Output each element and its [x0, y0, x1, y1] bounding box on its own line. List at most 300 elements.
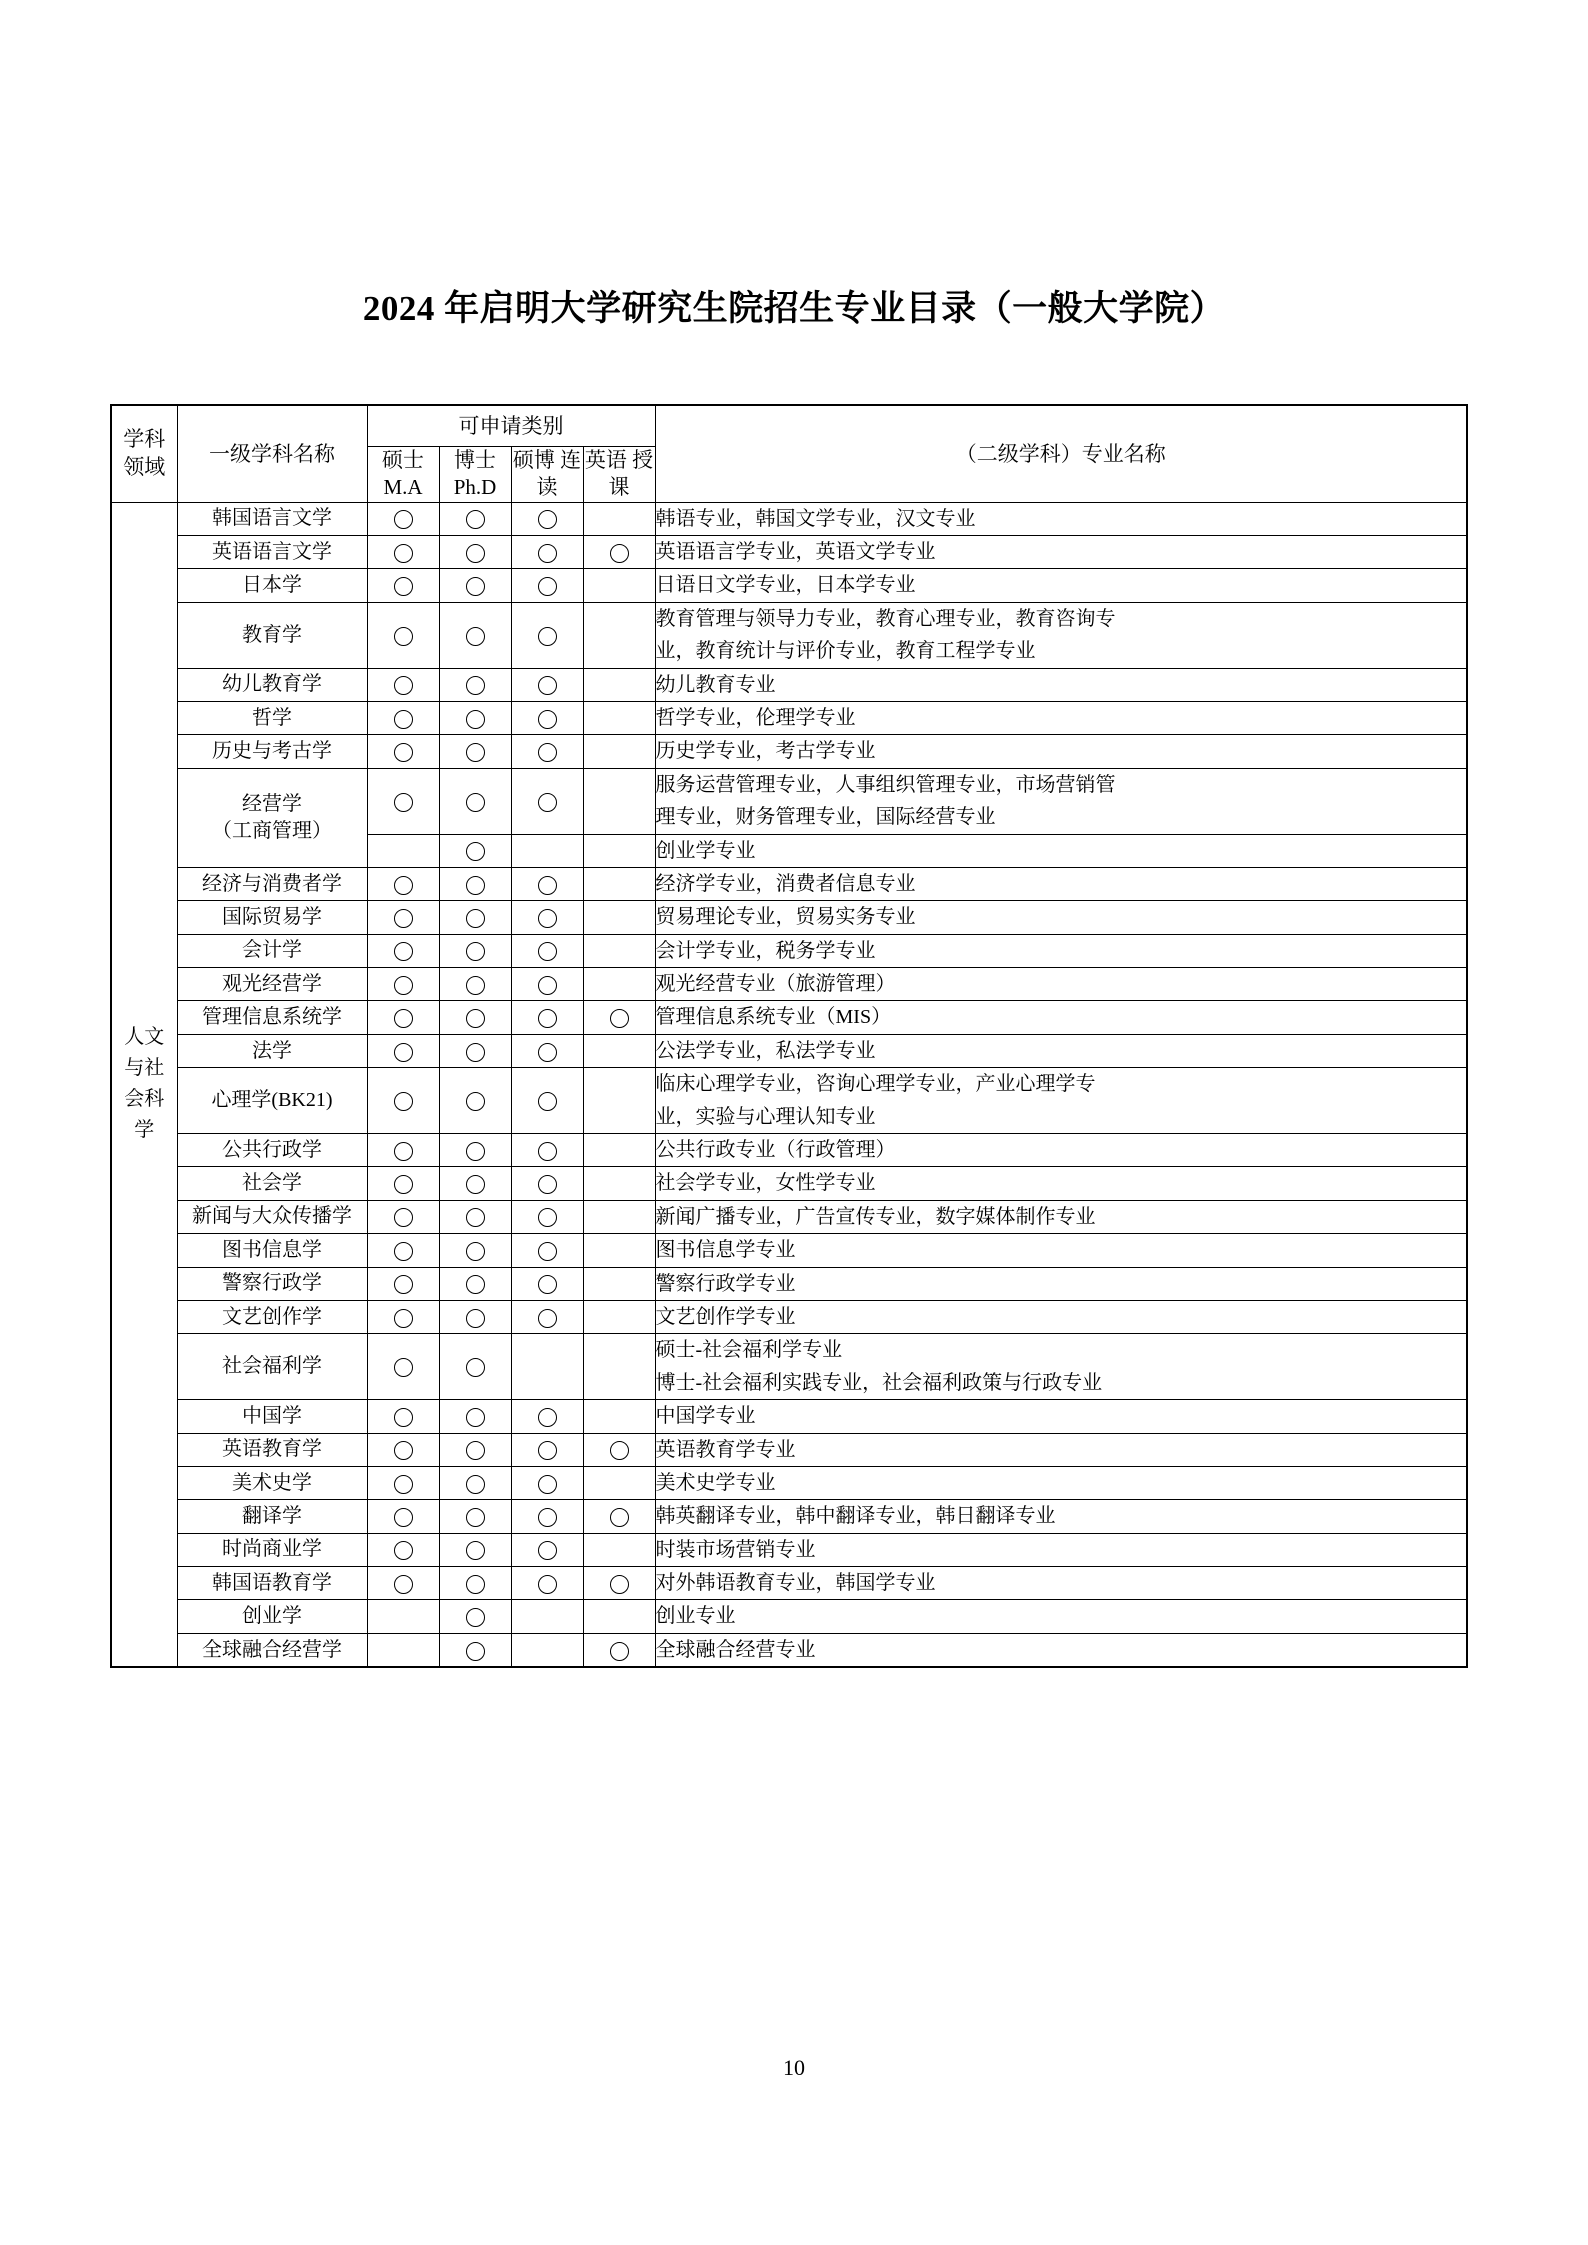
circle-mark-icon: [466, 1092, 485, 1111]
subdiscipline-line: 会计学专业，税务学专业: [655, 939, 876, 962]
circle-mark-icon: [538, 1541, 557, 1560]
circle-mark-icon: [394, 1092, 413, 1111]
phd-mark-cell: [439, 602, 511, 668]
table-row: [111, 1167, 1467, 1200]
subdiscipline-line: 贸易理论专业，贸易实务专业: [655, 906, 916, 929]
circle-mark-icon: [466, 1275, 485, 1294]
subdiscipline-line: 时装市场营销专业: [655, 1538, 816, 1561]
subdiscipline-cell: [655, 602, 1467, 668]
combined-mark-cell: [511, 1433, 583, 1466]
table-row: [111, 535, 1467, 568]
major-name-cell: [177, 569, 367, 602]
english-mark-cell: [583, 535, 655, 568]
phd-mark-cell: [439, 768, 511, 834]
major-name: 日本学: [242, 574, 302, 597]
circle-mark-icon: [394, 710, 413, 729]
subdiscipline-line: 公法学专业，私法学专业: [655, 1039, 876, 1062]
subdiscipline-cell: [655, 1567, 1467, 1600]
ma-mark-cell: [367, 1234, 439, 1267]
table-body: [111, 502, 1467, 1667]
table-row: [111, 867, 1467, 900]
english-mark-cell: [583, 1300, 655, 1333]
circle-mark-icon: [610, 1009, 629, 1028]
major-name-cell: [177, 768, 367, 867]
phd-mark-cell: [439, 1334, 511, 1400]
ma-mark-cell: [367, 1300, 439, 1333]
circle-mark-icon: [466, 510, 485, 529]
major-name-cell: [177, 1300, 367, 1333]
table-row: [111, 1633, 1467, 1667]
subdiscipline-cell: [655, 1600, 1467, 1633]
major-name-cell: [177, 1400, 367, 1433]
subdiscipline-cell: [655, 668, 1467, 701]
combined-mark-cell: [511, 968, 583, 1001]
table-row: [111, 1334, 1467, 1400]
circle-mark-icon: [466, 876, 485, 895]
major-name: 英语语言文学: [212, 540, 332, 563]
circle-mark-icon: [538, 1309, 557, 1328]
major-name-cell: [177, 1633, 367, 1667]
major-name: 法学: [252, 1039, 292, 1062]
circle-mark-icon: [466, 577, 485, 596]
page-title: 2024 年启明大学研究生院招生专业目录（一般大学院）: [362, 289, 1226, 328]
ma-mark-cell: [367, 668, 439, 701]
ma-mark-cell: [367, 1200, 439, 1233]
combined-mark-cell: [511, 768, 583, 834]
circle-mark-icon: [394, 676, 413, 695]
table-row: [111, 901, 1467, 934]
major-name-cell: [177, 1500, 367, 1533]
table-row: [111, 1600, 1467, 1633]
circle-mark-icon: [466, 1043, 485, 1062]
english-mark-cell: [583, 1466, 655, 1499]
english-mark-cell: [583, 1234, 655, 1267]
circle-mark-icon: [538, 627, 557, 646]
circle-mark-icon: [466, 1358, 485, 1377]
circle-mark-icon: [466, 1608, 485, 1627]
subdiscipline-line: 临床心理学专业，咨询心理学专业，产业心理学专: [655, 1073, 1096, 1096]
major-name-cell: [177, 535, 367, 568]
major-name: 韩国语教育学: [212, 1571, 332, 1594]
column-header-phd: [439, 447, 511, 503]
circle-mark-icon: [538, 909, 557, 928]
column-header-english: [583, 447, 655, 503]
circle-mark-icon: [538, 1242, 557, 1261]
circle-mark-icon: [538, 1175, 557, 1194]
table-row: [111, 1533, 1467, 1566]
combined-mark-cell: [511, 1400, 583, 1433]
phd-mark-cell: [439, 535, 511, 568]
subdiscipline-line: 硕士-社会福利学专业: [655, 1339, 843, 1362]
circle-mark-icon: [394, 1009, 413, 1028]
circle-mark-icon: [394, 1275, 413, 1294]
subdiscipline-cell: [655, 768, 1467, 834]
subdiscipline-cell: [655, 1234, 1467, 1267]
major-name: 经营学: [242, 792, 302, 815]
column-header-english-line1: 英语: [584, 448, 627, 472]
circle-mark-icon: [394, 627, 413, 646]
major-name-cell: [177, 968, 367, 1001]
circle-mark-icon: [538, 976, 557, 995]
combined-mark-cell: [511, 1300, 583, 1333]
english-mark-cell: [583, 668, 655, 701]
circle-mark-icon: [610, 1441, 629, 1460]
major-name-cell: [177, 1200, 367, 1233]
major-name: 观光经营学: [222, 972, 322, 995]
combined-mark-cell: [511, 602, 583, 668]
column-header-major: 一级学科名称: [177, 405, 367, 502]
circle-mark-icon: [394, 743, 413, 762]
subdiscipline-cell: [655, 1433, 1467, 1466]
major-name: 教育学: [242, 623, 302, 646]
major-name-cell: [177, 901, 367, 934]
circle-mark-icon: [466, 1309, 485, 1328]
circle-mark-icon: [610, 1575, 629, 1594]
circle-mark-icon: [394, 1441, 413, 1460]
circle-mark-icon: [466, 842, 485, 861]
circle-mark-icon: [394, 1175, 413, 1194]
major-name: 新闻与大众传播学: [192, 1205, 352, 1228]
column-header-field: [111, 405, 177, 502]
english-mark-cell: [583, 1167, 655, 1200]
field-label-line: 学: [134, 1119, 155, 1142]
circle-mark-icon: [394, 1142, 413, 1161]
combined-mark-cell: [511, 1533, 583, 1566]
major-name: 社会学: [242, 1172, 302, 1195]
column-header-combined-line2: 连读: [536, 448, 582, 500]
circle-mark-icon: [394, 544, 413, 563]
subdiscipline-cell: [655, 834, 1467, 867]
major-name: 会计学: [242, 939, 302, 962]
major-name: 韩国语言文学: [212, 507, 332, 530]
circle-mark-icon: [538, 1508, 557, 1527]
major-name-cell: [177, 1433, 367, 1466]
subdiscipline-cell: [655, 1134, 1467, 1167]
phd-mark-cell: [439, 834, 511, 867]
major-name-cell: [177, 701, 367, 734]
phd-mark-cell: [439, 1200, 511, 1233]
ma-mark-cell: [367, 1068, 439, 1134]
subdiscipline-cell: [655, 1633, 1467, 1667]
column-header-category-group: 可申请类别: [367, 405, 655, 447]
major-name-cell: [177, 1134, 367, 1167]
major-name-cell: [177, 1167, 367, 1200]
phd-mark-cell: [439, 1567, 511, 1600]
subdiscipline-line: 观光经营专业（旅游管理）: [655, 973, 896, 996]
circle-mark-icon: [538, 1009, 557, 1028]
major-name-cell: [177, 1567, 367, 1600]
major-name: 历史与考古学: [212, 740, 332, 763]
table-row: [111, 602, 1467, 668]
english-mark-cell: [583, 1500, 655, 1533]
table-row: [111, 502, 1467, 535]
combined-mark-cell: [511, 1200, 583, 1233]
circle-mark-icon: [610, 1508, 629, 1527]
subdiscipline-line: 理专业，财务管理专业，国际经营专业: [655, 806, 996, 829]
circle-mark-icon: [538, 1475, 557, 1494]
subdiscipline-cell: [655, 535, 1467, 568]
major-name: 文艺创作学: [222, 1305, 322, 1328]
combined-mark-cell: [511, 867, 583, 900]
major-name-cell: [177, 1533, 367, 1566]
circle-mark-icon: [466, 627, 485, 646]
circle-mark-icon: [394, 1242, 413, 1261]
circle-mark-icon: [538, 1575, 557, 1594]
subdiscipline-line: 经济学专业，消费者信息专业: [655, 872, 916, 895]
subdiscipline-line: 哲学专业，伦理学专业: [655, 706, 856, 729]
major-name-cell: [177, 602, 367, 668]
phd-mark-cell: [439, 735, 511, 768]
phd-mark-cell: [439, 1633, 511, 1667]
major-name: 创业学: [242, 1605, 302, 1628]
table-row: [111, 1267, 1467, 1300]
major-name: 全球融合经营学: [202, 1638, 342, 1661]
subdiscipline-cell: [655, 701, 1467, 734]
circle-mark-icon: [466, 909, 485, 928]
column-header-ma: [367, 447, 439, 503]
phd-mark-cell: [439, 1001, 511, 1034]
circle-mark-icon: [394, 876, 413, 895]
column-header-english-line2: 授课: [608, 448, 654, 500]
combined-mark-cell: [511, 1600, 583, 1633]
ma-mark-cell: [367, 1034, 439, 1067]
english-mark-cell: [583, 735, 655, 768]
english-mark-cell: [583, 1334, 655, 1400]
subdiscipline-cell: [655, 735, 1467, 768]
phd-mark-cell: [439, 1068, 511, 1134]
subdiscipline-line: 服务运营管理专业，人事组织管理专业，市场营销管: [655, 773, 1116, 796]
circle-mark-icon: [538, 710, 557, 729]
major-name: 中国学: [242, 1404, 302, 1427]
english-mark-cell: [583, 901, 655, 934]
major-name-cell: [177, 735, 367, 768]
major-name: 国际贸易学: [222, 905, 322, 928]
phd-mark-cell: [439, 1433, 511, 1466]
table-row: [111, 1234, 1467, 1267]
major-name: 美术史学: [232, 1471, 312, 1494]
circle-mark-icon: [466, 676, 485, 695]
major-name-cell: [177, 1234, 367, 1267]
english-mark-cell: [583, 768, 655, 834]
combined-mark-cell: [511, 668, 583, 701]
major-name-cell: [177, 1267, 367, 1300]
phd-mark-cell: [439, 1466, 511, 1499]
circle-mark-icon: [394, 1309, 413, 1328]
phd-mark-cell: [439, 1134, 511, 1167]
admissions-catalog-table: [110, 404, 1468, 1668]
circle-mark-icon: [394, 1208, 413, 1227]
subdiscipline-line: 管理信息系统专业（MIS）: [655, 1006, 892, 1029]
phd-mark-cell: [439, 1034, 511, 1067]
field-label-line: 人文: [124, 1026, 165, 1049]
admissions-catalog-table-wrapper: [110, 404, 1466, 1668]
column-header-combined-line1: 硕博: [512, 448, 555, 472]
page-number: 10: [783, 2055, 805, 2080]
subdiscipline-line: 业，教育统计与评价专业，教育工程学专业: [655, 640, 1036, 663]
circle-mark-icon: [394, 1408, 413, 1427]
subdiscipline-cell: [655, 867, 1467, 900]
major-name-cell: [177, 1334, 367, 1400]
subdiscipline-line: 图书信息学专业: [655, 1239, 796, 1262]
table-row: [111, 1400, 1467, 1433]
subdiscipline-cell: [655, 1167, 1467, 1200]
circle-mark-icon: [466, 1242, 485, 1261]
circle-mark-icon: [538, 1275, 557, 1294]
circle-mark-icon: [538, 1408, 557, 1427]
major-name: 翻译学: [242, 1505, 302, 1527]
subdiscipline-cell: [655, 1466, 1467, 1499]
table-row: [111, 735, 1467, 768]
ma-mark-cell: [367, 602, 439, 668]
subdiscipline-line: 英语语言学专业，英语文学专业: [655, 540, 936, 563]
english-mark-cell: [583, 1200, 655, 1233]
circle-mark-icon: [394, 1043, 413, 1062]
combined-mark-cell: [511, 901, 583, 934]
table-row: [111, 1068, 1467, 1134]
column-header-combined: [511, 447, 583, 503]
circle-mark-icon: [466, 1475, 485, 1494]
phd-mark-cell: [439, 1267, 511, 1300]
major-name-cell: [177, 668, 367, 701]
subdiscipline-line: 韩语专业，韩国文学专业，汉文专业: [655, 507, 976, 530]
circle-mark-icon: [466, 1408, 485, 1427]
major-name: 英语教育学: [222, 1438, 322, 1461]
subdiscipline-line: 文艺创作学专业: [655, 1305, 796, 1328]
circle-mark-icon: [538, 1208, 557, 1227]
subdiscipline-line: 英语教育学专业: [655, 1438, 796, 1461]
circle-mark-icon: [538, 510, 557, 529]
circle-mark-icon: [538, 1043, 557, 1062]
combined-mark-cell: [511, 1167, 583, 1200]
circle-mark-icon: [394, 1541, 413, 1560]
major-name-cell: [177, 1600, 367, 1633]
subdiscipline-cell: [655, 934, 1467, 967]
phd-mark-cell: [439, 1500, 511, 1533]
major-name: 哲学: [252, 706, 292, 729]
combined-mark-cell: [511, 834, 583, 867]
circle-mark-icon: [466, 1508, 485, 1527]
column-header-field-line1: 学科: [123, 427, 166, 452]
major-name: 公共行政学: [222, 1138, 322, 1161]
circle-mark-icon: [466, 942, 485, 961]
circle-mark-icon: [466, 1009, 485, 1028]
ma-mark-cell: [367, 1533, 439, 1566]
ma-mark-cell: [367, 1134, 439, 1167]
phd-mark-cell: [439, 1600, 511, 1633]
circle-mark-icon: [538, 544, 557, 563]
ma-mark-cell: [367, 834, 439, 867]
subdiscipline-line: 幼儿教育专业: [655, 673, 776, 696]
column-header-subdiscipline: （二级学科）专业名称: [655, 405, 1467, 502]
circle-mark-icon: [538, 577, 557, 596]
circle-mark-icon: [538, 743, 557, 762]
field-label-cell: [111, 502, 177, 1667]
ma-mark-cell: [367, 901, 439, 934]
major-name: 幼儿教育学: [222, 673, 322, 696]
table-header-row-1: [111, 405, 1467, 447]
subdiscipline-cell: [655, 1533, 1467, 1566]
ma-mark-cell: [367, 1167, 439, 1200]
major-name-cell: [177, 1068, 367, 1134]
column-header-ma-line2: M.A: [383, 475, 423, 500]
circle-mark-icon: [538, 942, 557, 961]
column-header-ma-line1: 硕士: [382, 448, 424, 472]
subdiscipline-line: 社会学专业，女性学专业: [655, 1172, 876, 1195]
english-mark-cell: [583, 1633, 655, 1667]
english-mark-cell: [583, 1400, 655, 1433]
circle-mark-icon: [538, 676, 557, 695]
ma-mark-cell: [367, 1400, 439, 1433]
phd-mark-cell: [439, 901, 511, 934]
major-name: 图书信息学: [222, 1238, 322, 1261]
subdiscipline-cell: [655, 1200, 1467, 1233]
column-header-phd-line2: Ph.D: [453, 475, 497, 500]
circle-mark-icon: [394, 510, 413, 529]
column-header-phd-line1: 博士: [454, 448, 496, 472]
table-row: [111, 1300, 1467, 1333]
combined-mark-cell: [511, 701, 583, 734]
combined-mark-cell: [511, 1134, 583, 1167]
circle-mark-icon: [466, 976, 485, 995]
combined-mark-cell: [511, 535, 583, 568]
table-row: [111, 1200, 1467, 1233]
combined-mark-cell: [511, 735, 583, 768]
subdiscipline-cell: [655, 1300, 1467, 1333]
english-mark-cell: [583, 701, 655, 734]
circle-mark-icon: [466, 1575, 485, 1594]
circle-mark-icon: [538, 876, 557, 895]
circle-mark-icon: [466, 1642, 485, 1661]
major-name: 警察行政学: [222, 1272, 322, 1295]
circle-mark-icon: [538, 1441, 557, 1460]
table-row: [111, 968, 1467, 1001]
major-name-cell: [177, 1466, 367, 1499]
ma-mark-cell: [367, 735, 439, 768]
phd-mark-cell: [439, 569, 511, 602]
ma-mark-cell: [367, 535, 439, 568]
combined-mark-cell: [511, 1466, 583, 1499]
subdiscipline-line: 创业学专业: [655, 839, 756, 862]
circle-mark-icon: [394, 976, 413, 995]
subdiscipline-line: 教育管理与领导力专业，教育心理专业，教育咨询专: [655, 607, 1116, 630]
table-row: [111, 1466, 1467, 1499]
subdiscipline-cell: [655, 1334, 1467, 1400]
circle-mark-icon: [394, 942, 413, 961]
phd-mark-cell: [439, 1400, 511, 1433]
ma-mark-cell: [367, 1466, 439, 1499]
subdiscipline-line: 中国学专业: [655, 1405, 756, 1428]
phd-mark-cell: [439, 502, 511, 535]
english-mark-cell: [583, 834, 655, 867]
circle-mark-icon: [394, 1575, 413, 1594]
table-header: [111, 405, 1467, 502]
major-name: 心理学(BK21): [211, 1089, 333, 1112]
subdiscipline-cell: [655, 1068, 1467, 1134]
circle-mark-icon: [466, 743, 485, 762]
circle-mark-icon: [394, 1358, 413, 1377]
table-row: [111, 1134, 1467, 1167]
english-mark-cell: [583, 569, 655, 602]
subdiscipline-line: 全球融合经营专业: [655, 1638, 816, 1661]
phd-mark-cell: [439, 1300, 511, 1333]
circle-mark-icon: [394, 793, 413, 812]
circle-mark-icon: [466, 1208, 485, 1227]
circle-mark-icon: [466, 1541, 485, 1560]
field-label-line: 与社: [124, 1057, 165, 1080]
ma-mark-cell: [367, 502, 439, 535]
subdiscipline-line: 博士-社会福利实践专业，社会福利政策与行政专业: [655, 1371, 1103, 1394]
subdiscipline-cell: [655, 968, 1467, 1001]
